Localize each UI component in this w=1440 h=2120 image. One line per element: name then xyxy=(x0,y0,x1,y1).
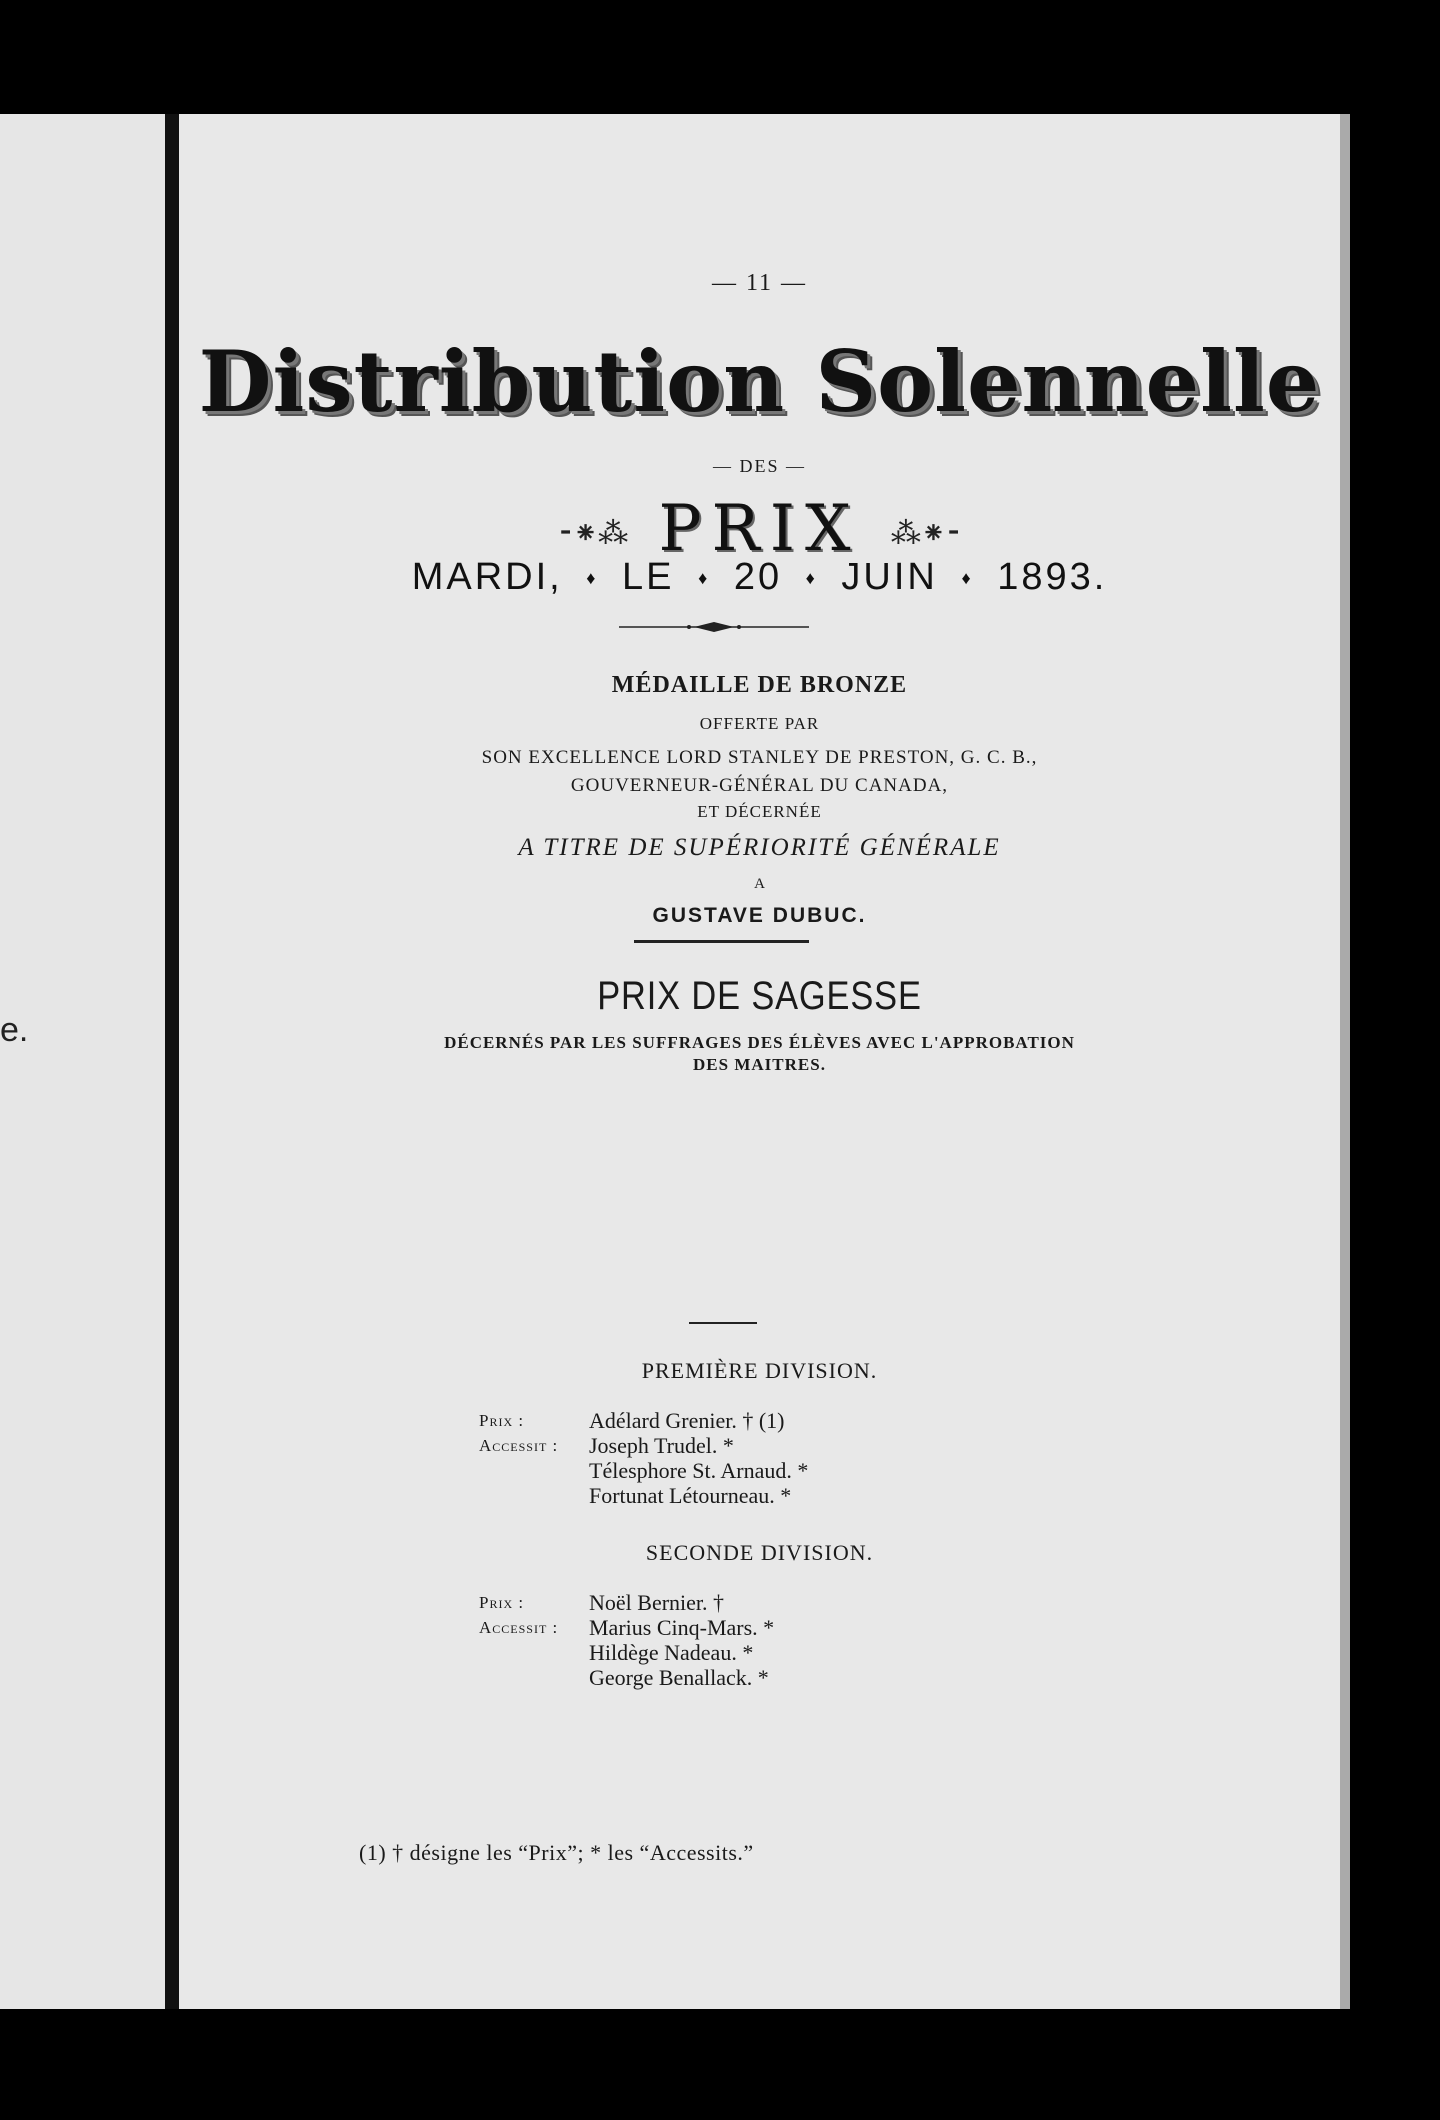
ornament-right-icon: ⁂⁕⁃ xyxy=(890,516,962,551)
award-label xyxy=(479,1483,589,1508)
section-divider xyxy=(634,940,809,943)
diamond-separator-icon: ♦ xyxy=(961,568,974,589)
sagesse-subtitle-line-1: DÉCERNÉS PAR LES SUFFRAGES DES ÉLÈVES AVEC L'APPROBATION xyxy=(444,1033,1075,1052)
medal-recipient: GUSTAVE DUBUC. xyxy=(652,904,867,927)
award-name: Télesphore St. Arnaud. * xyxy=(589,1458,809,1483)
award-row xyxy=(479,1665,774,1690)
sagesse-subtitle xyxy=(179,1032,1340,1076)
award-row xyxy=(479,1458,808,1483)
award-row xyxy=(479,1615,774,1640)
award-label xyxy=(479,1640,589,1665)
medal-title: A TITRE DE SUPÉRIORITÉ GÉNÉRALE xyxy=(518,834,1001,861)
award-name: Hildège Nadeau. * xyxy=(589,1640,754,1665)
diamond-separator-icon: ♦ xyxy=(698,568,711,589)
ornamental-divider xyxy=(619,618,809,636)
division-heading: PREMIÈRE DIVISION. xyxy=(641,1358,878,1383)
award-row xyxy=(479,1408,808,1433)
date-le: LE xyxy=(622,556,675,598)
award-row xyxy=(479,1640,774,1665)
date-month: JUIN xyxy=(841,556,938,598)
left-page-fragment: e. xyxy=(0,1011,29,1049)
date-day: MARDI, xyxy=(411,556,563,598)
donor-line-2: GOUVERNEUR-GÉNÉRAL DU CANADA, xyxy=(570,775,949,796)
page-title: Distribution Solennelle xyxy=(198,332,1321,431)
medal-donor xyxy=(179,744,1340,800)
diamond-separator-icon: ♦ xyxy=(805,568,818,589)
award-label: Accessit : xyxy=(479,1436,559,1455)
prix-heading-row xyxy=(179,492,1340,566)
award-name: Marius Cinq-Mars. * xyxy=(589,1615,775,1640)
sagesse-subtitle-line-2: DES MAITRES. xyxy=(693,1055,826,1074)
footnote: (1) † désigne les “Prix”; * les “Accessits.” xyxy=(359,1840,754,1865)
date-line xyxy=(179,556,1340,599)
binding-rule xyxy=(165,114,179,2009)
award-row xyxy=(479,1433,808,1458)
diamond-separator-icon: ♦ xyxy=(586,568,599,589)
document-page xyxy=(179,114,1340,2009)
award-label xyxy=(479,1665,589,1690)
award-name: Fortunat Létourneau. * xyxy=(589,1483,792,1508)
page-number: — 11 — xyxy=(711,270,808,296)
medal-awarded: ET DÉCERNÉE xyxy=(697,802,822,821)
award-name: George Benallack. * xyxy=(589,1665,769,1690)
donor-line-1: SON EXCELLENCE LORD STANLEY DE PRESTON, G. C. B., xyxy=(481,747,1038,768)
des-label: — DES — xyxy=(712,456,806,476)
ornament-left-icon: ⁃⁕⁂ xyxy=(557,516,629,551)
sagesse-heading: PRIX DE SAGESSE xyxy=(597,974,922,1018)
medal-a: A xyxy=(754,876,765,892)
date-num: 20 xyxy=(733,556,783,598)
medal-heading: MÉDAILLE DE BRONZE xyxy=(611,672,908,698)
award-label: Prix : xyxy=(479,1593,525,1612)
division-awards xyxy=(479,1590,774,1690)
award-row xyxy=(479,1483,808,1508)
prix-heading: PRIX xyxy=(658,492,861,566)
award-label: Accessit : xyxy=(479,1618,559,1637)
page-edge xyxy=(1340,114,1350,2009)
award-name: Joseph Trudel. * xyxy=(589,1433,734,1458)
award-row xyxy=(479,1590,774,1615)
medal-offered-by: OFFERTE PAR xyxy=(699,714,820,733)
division-awards xyxy=(479,1408,808,1508)
award-label xyxy=(479,1458,589,1483)
award-name: Adélard Grenier. † (1) xyxy=(589,1408,785,1433)
division-heading: SECONDE DIVISION. xyxy=(645,1540,874,1565)
left-facing-page xyxy=(0,114,168,2009)
award-label: Prix : xyxy=(479,1411,525,1430)
section-divider xyxy=(689,1322,757,1324)
date-year: 1893. xyxy=(997,556,1108,598)
award-name: Noël Bernier. † xyxy=(589,1590,725,1615)
